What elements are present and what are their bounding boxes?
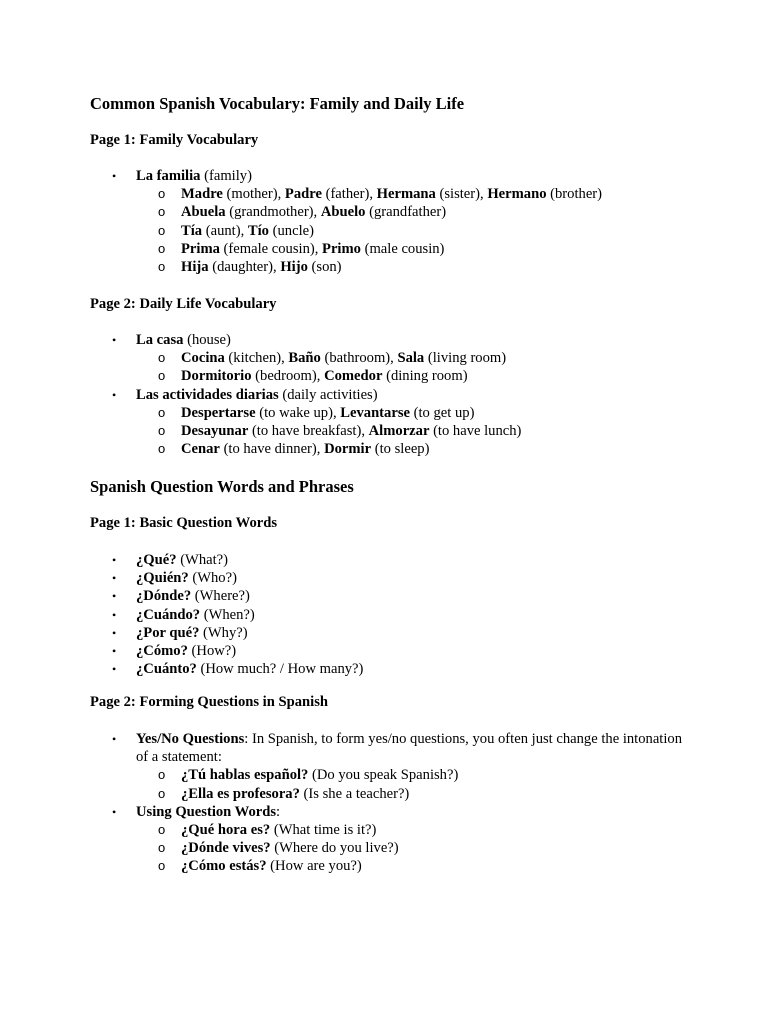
circle-bullet-icon: o (158, 822, 166, 838)
circle-bullet-icon: o (158, 441, 166, 457)
gloss: (What?) (176, 552, 228, 568)
gloss: (aunt), (202, 222, 248, 239)
term: ¿Qué hora es? (181, 822, 271, 839)
term: Dormir (324, 441, 372, 458)
gloss: (Where?) (191, 588, 250, 605)
list-item-familia (90, 167, 690, 276)
term: Desayunar (181, 423, 249, 440)
gloss-using-question-words: : (276, 803, 281, 820)
heading-family-vocabulary: Page 1: Family Vocabulary (90, 132, 259, 148)
sublist-casa (136, 349, 690, 385)
list-item-yes-no (90, 730, 690, 803)
term: Tío (247, 222, 269, 239)
bullet-icon: • (112, 804, 117, 819)
gloss: (kitchen), (224, 350, 289, 367)
list-item (90, 551, 690, 569)
gloss: (female cousin), (219, 240, 323, 257)
list-item (90, 642, 690, 660)
gloss: (bathroom), (320, 350, 398, 367)
bullet-icon: • (112, 644, 117, 659)
gloss: (living room) (424, 350, 507, 367)
term: Madre (181, 186, 223, 203)
term: Hija (181, 259, 209, 276)
term: ¿Cómo? (136, 643, 188, 660)
gloss: (bedroom), (251, 368, 325, 385)
term: ¿Dónde vives? (181, 840, 271, 857)
circle-bullet-icon: o (158, 259, 166, 275)
gloss: (Do you speak Spanish?) (308, 767, 459, 784)
sublist-item (136, 785, 690, 803)
term: ¿Qué? (136, 552, 177, 568)
gloss: (to have lunch) (429, 423, 522, 440)
term-casa: La casa (136, 332, 184, 348)
gloss-familia: (family) (200, 168, 252, 184)
sublist-item (136, 857, 690, 875)
term: Baño (288, 350, 321, 367)
sublist-item (136, 367, 690, 385)
bullet-icon: • (112, 625, 117, 640)
list-daily-life (90, 331, 690, 458)
sublist-item (136, 203, 690, 221)
gloss: (Where do you live?) (270, 840, 399, 857)
circle-bullet-icon: o (158, 785, 166, 801)
term: ¿Dónde? (136, 588, 192, 605)
term: Tía (181, 222, 203, 239)
gloss: (How much? / How many?) (196, 661, 364, 678)
term: ¿Cómo estás? (181, 858, 267, 875)
bullet-icon: • (112, 333, 117, 347)
term: ¿Tú hablas español? (181, 767, 309, 784)
sublist-item (136, 349, 690, 367)
list-item (90, 660, 690, 678)
list-item (90, 587, 690, 605)
gloss: (daughter), (208, 259, 281, 276)
bullet-icon: • (112, 607, 117, 622)
circle-bullet-icon: o (158, 222, 166, 238)
list-question-words (90, 551, 690, 678)
term: ¿Cuándo? (136, 606, 201, 623)
gloss: (mother), (222, 186, 285, 203)
circle-bullet-icon: o (158, 368, 166, 384)
term: Levantarse (340, 404, 410, 421)
list-familia (90, 167, 690, 276)
term: Cocina (181, 350, 225, 367)
heading-basic-question-words: Page 1: Basic Question Words (90, 515, 278, 531)
term: ¿Ella es profesora? (181, 785, 300, 802)
title-family-daily-life: Common Spanish Vocabulary: Family and Daily Life (90, 94, 465, 113)
list-item (90, 606, 690, 624)
title-question-words: Spanish Question Words and Phrases (90, 477, 354, 496)
bullet-icon: • (112, 553, 117, 567)
gloss: (dining room) (382, 368, 468, 385)
gloss: (male cousin) (360, 240, 445, 257)
gloss-casa: (house) (183, 332, 231, 348)
term-yes-no: Yes/No Questions (136, 731, 245, 747)
term-actividades: Las actividades diarias (136, 386, 279, 403)
bullet-icon: • (112, 169, 117, 183)
sublist-item (136, 821, 690, 839)
bullet-icon: • (112, 589, 117, 604)
list-item-actividades (90, 386, 690, 459)
gloss: (uncle) (268, 222, 314, 239)
gloss: (to sleep) (371, 441, 430, 458)
circle-bullet-icon: o (158, 350, 166, 366)
term: Abuela (181, 204, 226, 221)
bullet-icon: • (112, 571, 117, 586)
circle-bullet-icon: o (158, 423, 166, 439)
term: Hijo (280, 259, 308, 276)
gloss: (to get up) (409, 404, 475, 421)
sublist-item (136, 422, 690, 440)
circle-bullet-icon: o (158, 840, 166, 856)
gloss: (grandmother), (225, 204, 321, 221)
term: Primo (322, 240, 361, 257)
sublist-item (136, 766, 690, 784)
term: Padre (284, 186, 322, 203)
circle-bullet-icon: o (158, 240, 166, 256)
list-item (90, 624, 690, 642)
list-item-using-question-words (90, 803, 690, 876)
term: Cenar (181, 441, 220, 458)
sublist-item (136, 839, 690, 857)
term: ¿Cuánto? (136, 661, 197, 678)
gloss: (Who?) (188, 570, 237, 587)
term: Comedor (324, 368, 383, 385)
heading-daily-life-vocabulary: Page 2: Daily Life Vocabulary (90, 296, 277, 312)
heading-forming-questions: Page 2: Forming Questions in Spanish (90, 694, 328, 710)
circle-bullet-icon: o (158, 204, 166, 220)
bullet-icon: • (112, 662, 117, 677)
term: Sala (397, 350, 425, 367)
gloss: (grandfather) (365, 204, 447, 221)
term: ¿Quién? (136, 570, 189, 587)
sublist-item (136, 185, 690, 203)
gloss-actividades: (daily activities) (278, 386, 378, 403)
term-using-question-words: Using Question Words (136, 803, 277, 820)
gloss: (father), (321, 186, 377, 203)
circle-bullet-icon: o (158, 767, 166, 783)
gloss: (to have dinner), (219, 441, 325, 458)
term: Hermana (376, 186, 436, 203)
term: Despertarse (181, 404, 256, 421)
gloss: (Is she a teacher?) (299, 785, 410, 802)
gloss: (What time is it?) (270, 822, 377, 839)
circle-bullet-icon: o (158, 186, 166, 202)
circle-bullet-icon: o (158, 404, 166, 420)
gloss: (son) (307, 259, 342, 276)
gloss: (to wake up), (255, 404, 341, 421)
term: Abuelo (320, 204, 366, 221)
term-familia: La familia (136, 168, 201, 184)
gloss: (How are you?) (266, 858, 362, 875)
sublist-item (136, 404, 690, 422)
sublist-actividades (136, 404, 690, 459)
term: Almorzar (368, 423, 430, 440)
list-forming-questions (90, 730, 690, 876)
gloss: (How?) (187, 643, 237, 660)
sublist-item (136, 440, 690, 458)
sublist-yes-no (136, 766, 690, 802)
bullet-icon: • (112, 387, 117, 402)
term: Hermano (487, 186, 547, 203)
list-item (90, 569, 690, 587)
sublist-item (136, 222, 690, 240)
gloss: (When?) (200, 606, 255, 623)
gloss: (sister), (435, 186, 488, 203)
gloss: (Why?) (199, 624, 248, 641)
sublist-family (136, 185, 690, 276)
sublist-item (136, 240, 690, 258)
term: Dormitorio (181, 368, 252, 385)
gloss: (brother) (546, 186, 603, 203)
sublist-item (136, 258, 690, 276)
term: ¿Por qué? (136, 624, 200, 641)
circle-bullet-icon: o (158, 858, 166, 874)
sublist-using-question-words (136, 821, 690, 876)
bullet-icon: • (112, 732, 117, 746)
gloss: (to have breakfast), (248, 423, 369, 440)
gloss-yes-no: : In Spanish, to form yes/no questions, you often just change the intonation of a statement: (136, 731, 683, 766)
list-item-casa (90, 331, 690, 386)
term: Prima (181, 240, 220, 257)
